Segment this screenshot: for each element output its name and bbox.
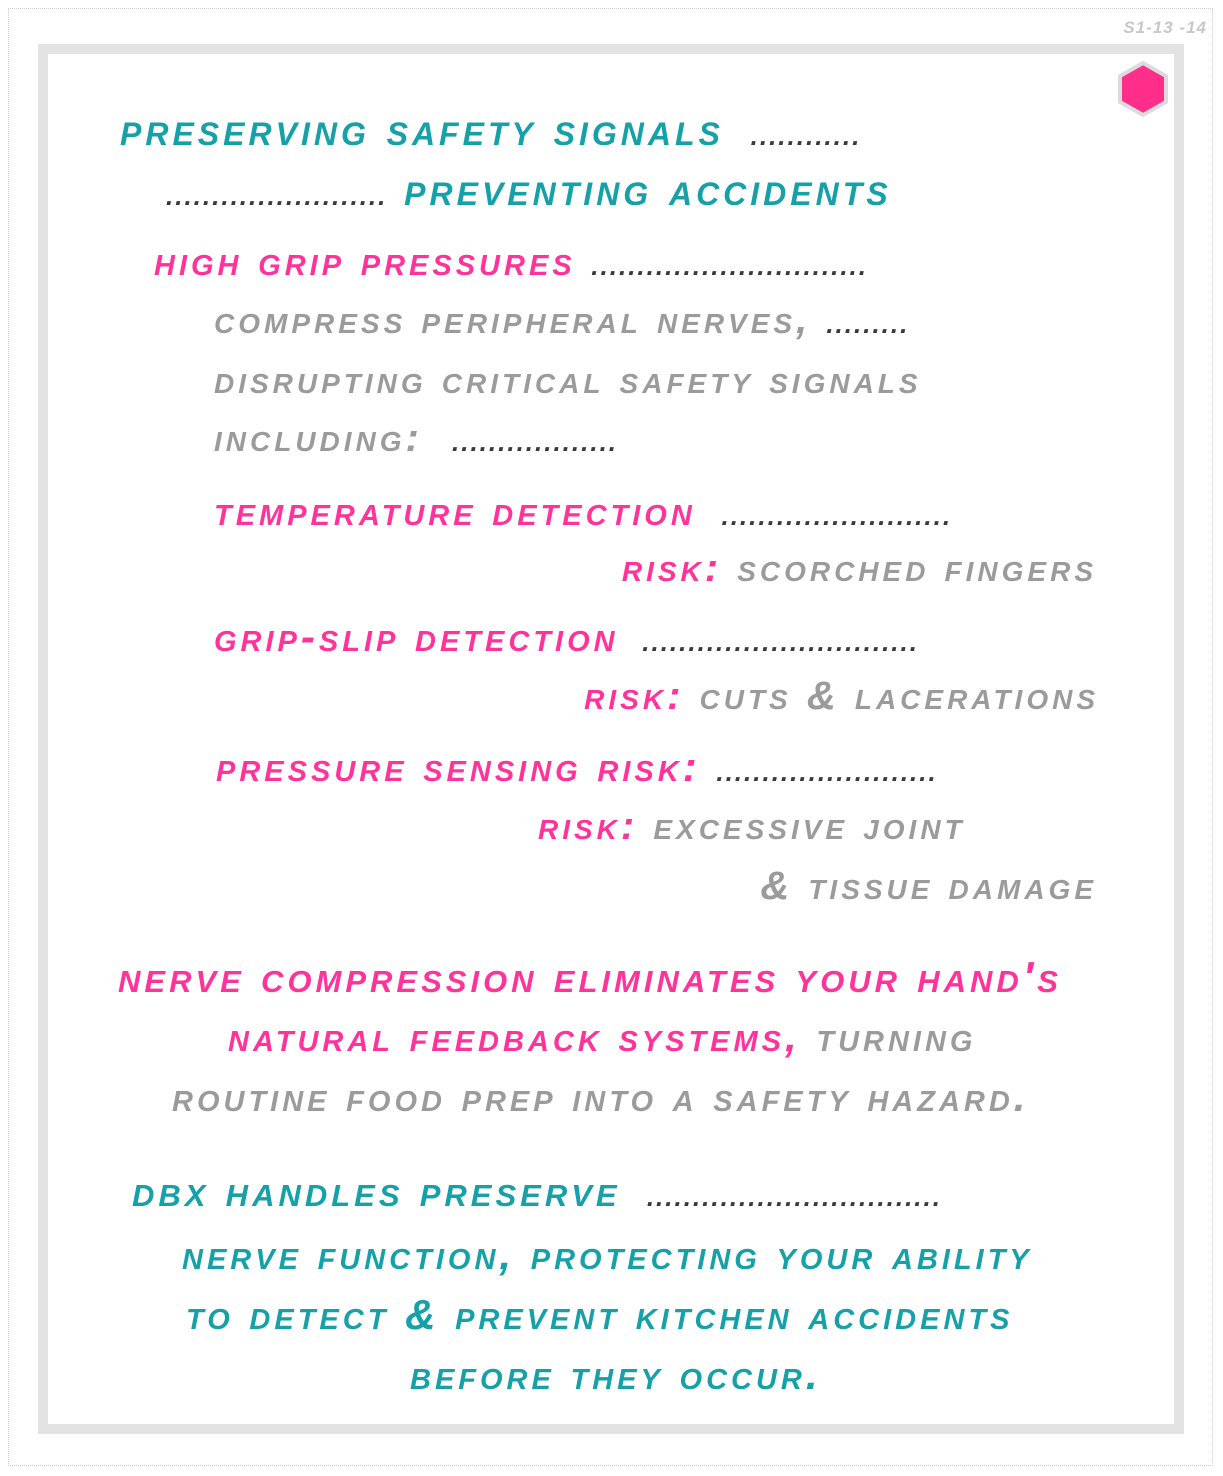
compression-line-1-text: nerve compression eliminates your hand's xyxy=(118,953,1062,1002)
dbx-line-3-text: to detect & prevent kitchen accidents xyxy=(186,1291,1014,1338)
grip-desc-1 xyxy=(214,300,909,340)
hexagon-badge-icon xyxy=(1117,61,1169,117)
signal-grip-slip-text: grip-slip detection xyxy=(214,613,619,660)
dbx-line-2-text: nerve function, protecting your ability xyxy=(182,1231,1033,1278)
risk-text: scorched fingers xyxy=(737,546,1097,590)
signal-temperature-risk xyxy=(622,548,1097,588)
heading-dots-2: ........................ xyxy=(166,181,388,211)
signal-temperature-dots: ......................... xyxy=(721,501,953,531)
dbx-line-3 xyxy=(186,1291,1014,1338)
page-code: S1-13 -14 xyxy=(1123,18,1207,37)
grip-title: high grip pressures xyxy=(154,237,576,284)
grip-title-dots: .............................. xyxy=(591,251,869,281)
grip-title-line xyxy=(154,237,869,284)
signal-pressure-risk xyxy=(538,806,966,846)
heading-line-2 xyxy=(166,163,892,215)
dbx-line-1-text: dbx handles preserve xyxy=(132,1167,621,1216)
heading-title-2: preventing accidents xyxy=(404,163,892,215)
dbx-line-4-text: before they occur. xyxy=(410,1351,822,1398)
signal-grip-slip-risk xyxy=(584,676,1099,716)
heading-line-1 xyxy=(120,103,862,155)
risk-label: risk: xyxy=(621,546,723,590)
dbx-line-2 xyxy=(182,1231,1033,1278)
signal-pressure-text: pressure sensing risk: xyxy=(216,743,701,790)
dbx-line-1-dots: ................................ xyxy=(646,1182,942,1212)
compression-line-2 xyxy=(228,1013,977,1060)
compression-line-3 xyxy=(172,1073,1030,1120)
heading-title-1: preserving safety signals xyxy=(120,103,724,155)
dbx-line-4 xyxy=(410,1351,822,1398)
signal-temperature-text: temperature detection xyxy=(214,487,696,534)
risk-label: risk: xyxy=(584,674,685,718)
compression-line-3-text: routine food prep into a safety hazard. xyxy=(172,1073,1030,1120)
risk-text: cuts & lacerations xyxy=(699,674,1099,718)
risk-text: excessive joint xyxy=(653,804,966,848)
grip-desc-2-text: disrupting critical safety signals xyxy=(214,358,922,402)
signal-pressure-label xyxy=(216,743,938,790)
signal-pressure-dots: ........................ xyxy=(716,757,938,787)
signal-grip-slip-label xyxy=(214,613,919,660)
risk-label: risk: xyxy=(538,804,639,848)
compression-line-2-pink: natural feedback systems, xyxy=(228,1013,801,1060)
dbx-line-1 xyxy=(132,1167,942,1216)
grip-desc-2 xyxy=(214,360,922,400)
grip-desc-1-text: compress peripheral nerves, xyxy=(214,298,812,342)
compression-line-2-gray: turning xyxy=(816,1013,977,1060)
signal-grip-slip-dots: .............................. xyxy=(642,627,919,657)
signal-pressure-risk-2 xyxy=(760,866,1097,906)
grip-desc-1-dots: ......... xyxy=(826,309,910,339)
grip-desc-3-dots: .................. xyxy=(452,427,619,457)
risk-text-2: & tissue damage xyxy=(760,864,1097,908)
grip-desc-3-text: including: xyxy=(214,416,423,460)
grip-desc-3 xyxy=(214,418,618,458)
heading-dots-1: ............ xyxy=(750,121,862,151)
signal-temperature-label xyxy=(214,487,953,534)
compression-line-1 xyxy=(118,953,1062,1002)
